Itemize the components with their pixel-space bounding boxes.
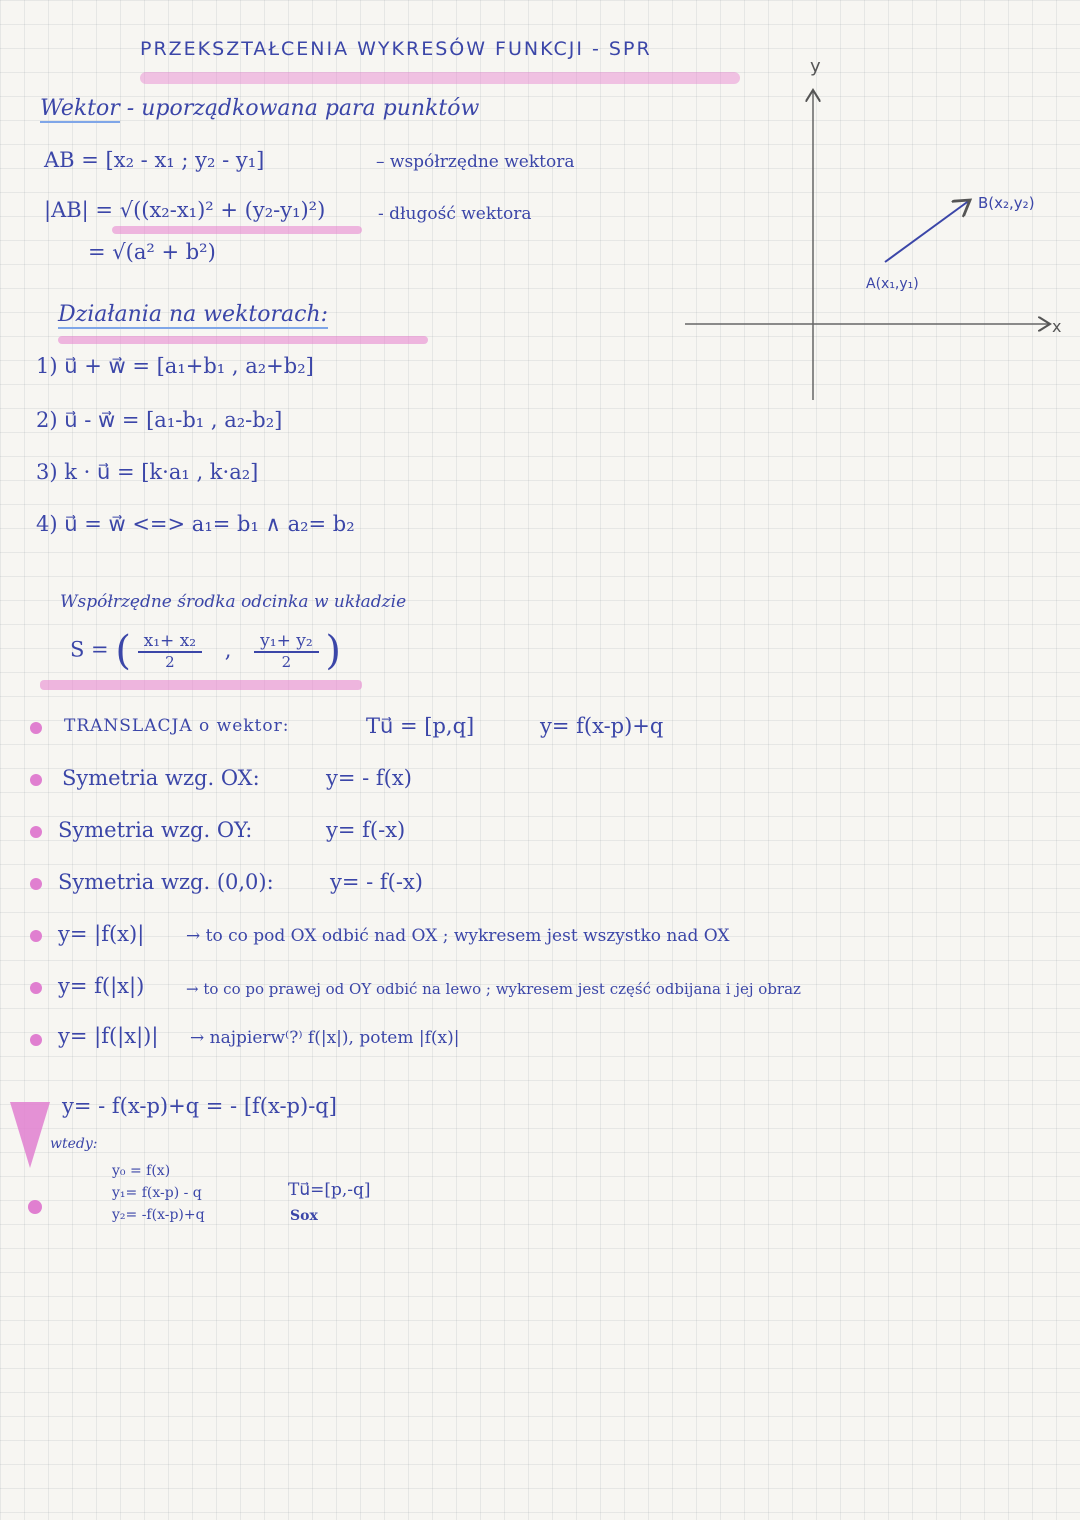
transform-abs-f-absx-label: y= |f(|x|)| <box>58 1024 159 1048</box>
vector-length-note: - długość wektora <box>378 204 532 224</box>
bullet-icon <box>30 878 42 890</box>
midpoint-lhs: S = <box>70 637 109 662</box>
vector-definition <box>40 96 479 121</box>
vector-coords-formula: AB = [x₂ - x₁ ; y₂ - y₁] <box>44 148 265 172</box>
title-highlight <box>140 72 740 84</box>
midpoint-formula: S = ( $\frac{\text{x₁+ x₂}}{2}$ , $\frac{\text{y₁+ y₂}}{2}$ ) <box>70 628 341 674</box>
transform-origin-formula: y= - f(-x) <box>330 870 424 894</box>
page-title: PRZEKSZTAŁCENIA WYKRESÓW FUNKCJI - SPR <box>140 38 652 60</box>
vector-length-alt: = √(a² + b²) <box>88 240 216 264</box>
op-item-4: 4) u⃗ = w⃗ <=> a₁= b₁ ∧ a₂= b₂ <box>36 512 355 536</box>
ops-highlight <box>58 336 428 344</box>
point-a-label: A(x₁,y₁) <box>866 276 919 292</box>
example-line-1: y₁= f(x-p) - q <box>112 1185 202 1201</box>
example-translation-vector: Tu⃗=[p,-q] <box>288 1180 371 1200</box>
op-item-1: 1) u⃗ + w⃗ = [a₁+b₁ , a₂+b₂] <box>36 354 314 378</box>
midpoint-highlight <box>40 680 362 690</box>
vector-ab-arrow <box>885 200 970 262</box>
transform-abs-fx-label: y= |f(x)| <box>58 922 145 946</box>
transform-ox-label: Symetria wzg. OX: <box>62 766 260 790</box>
y-axis-label: y <box>810 56 821 77</box>
bullet-icon <box>30 722 42 734</box>
point-b-label: B(x₂,y₂) <box>978 194 1035 212</box>
transform-oy-label: Symetria wzg. OY: <box>58 818 253 842</box>
bullet-icon <box>30 982 42 994</box>
bullet-icon <box>30 774 42 786</box>
transform-abs-fx-text: → to co pod OX odbić nad OX ; wykresem jest wszystko nad OX <box>186 926 730 946</box>
length-highlight <box>112 226 362 234</box>
bullet-icon <box>30 1034 42 1046</box>
example-main-formula: y= - f(x-p)+q = - [f(x-p)-q] <box>62 1094 337 1118</box>
vector-length-formula: |AB| = √((x₂-x₁)² + (y₂-y₁)²) <box>44 198 326 222</box>
vector-coords-note: – współrzędne wektora <box>376 152 575 172</box>
vector-graph <box>680 50 1070 410</box>
midpoint-y-num: y₁+ y₂ <box>254 631 319 653</box>
midpoint-y-fraction <box>254 631 319 671</box>
midpoint-x-den: 2 <box>165 653 175 671</box>
example-sox: Sox <box>290 1208 318 1224</box>
transform-translation-result: y= f(x-p)+q <box>540 714 664 738</box>
transform-f-absx-text: → to co po prawej od OY odbić na lewo ; wykresem jest część odbijana i jej obraz <box>186 980 801 998</box>
warning-triangle-icon <box>6 1098 54 1172</box>
bullet-icon <box>30 930 42 942</box>
x-axis-label: x <box>1052 317 1062 336</box>
transform-ox-formula: y= - f(x) <box>326 766 412 790</box>
op-item-2: 2) u⃗ - w⃗ = [a₁-b₁ , a₂-b₂] <box>36 408 283 432</box>
transform-oy-formula: y= f(-x) <box>326 818 406 842</box>
bullet-icon <box>30 826 42 838</box>
transform-translation-label: TRANSLACJA o wektor: <box>64 716 290 736</box>
transform-translation-vector: Tu⃗ = [p,q] <box>366 714 475 738</box>
example-lines <box>112 1160 205 1226</box>
transform-abs-f-absx-text: → najpierw⁽?⁾ f(|x|), potem |f(x)| <box>190 1028 460 1048</box>
midpoint-y-den: 2 <box>281 653 292 671</box>
op-item-3: 3) k · u⃗ = [k·a₁ , k·a₂] <box>36 460 259 484</box>
midpoint-x-num: x₁+ x₂ <box>138 631 202 653</box>
example-line-0: y₀ = f(x) <box>112 1163 171 1179</box>
example-line-2: y₂= -f(x-p)+q <box>112 1207 205 1223</box>
vector-heading: Wektor <box>40 96 120 121</box>
midpoint-heading: Współrzędne środka odcinka w układzie <box>60 592 407 612</box>
transform-origin-label: Symetria wzg. (0,0): <box>58 870 274 894</box>
vector-definition-text: - uporządkowana para punktów <box>126 96 480 121</box>
midpoint-x-fraction <box>138 631 202 671</box>
example-wtedy: wtedy: <box>50 1136 98 1152</box>
bullet-icon <box>28 1200 42 1214</box>
ops-heading: Działania na wektorach: <box>58 302 329 327</box>
transform-f-absx-label: y= f(|x|) <box>58 974 145 998</box>
